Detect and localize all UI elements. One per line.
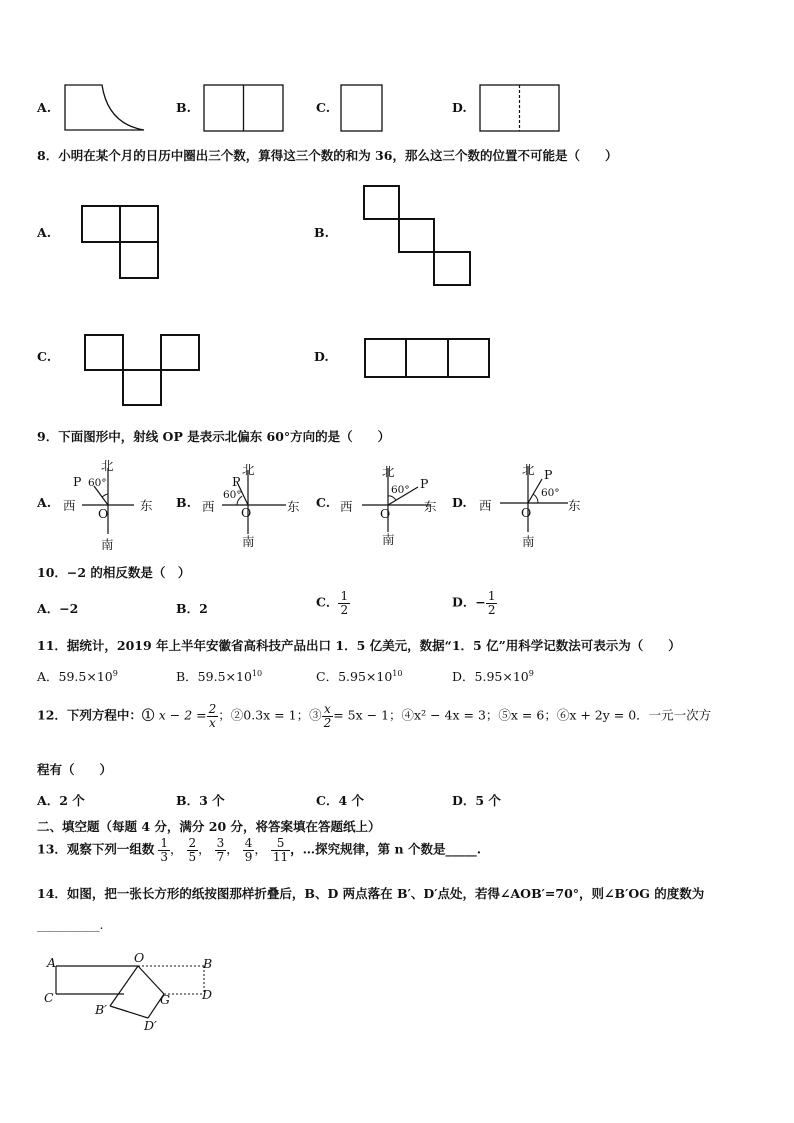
q13-stem: 13．观察下列一组数 $\frac{1}{3}$ ， $\frac{2}{5}$ ， $\frac{3}{7}$ ， $\frac{4}{9}$ ， $\frac{5}{11}$ ，…探究规律，第 n 个数是_____. [37, 836, 482, 864]
q7-option-a-label: A. [37, 100, 52, 115]
q8-option-d-label: D. [314, 349, 329, 364]
q12-stem-line2: 程有（ ） [37, 762, 113, 777]
q8-option-b-label: B. [314, 225, 329, 240]
q10-option-d: D．− $\frac{1}{2}$ [452, 589, 496, 617]
q8-option-b-figure [363, 185, 473, 287]
q12-stem-line1: 12．下列方程中：① x − 2 = $\frac{2}{x}$ ；②0.3x = 1；③ $\frac{x}{2}$ = 5x − 1；④x² − 4x = 3；⑤x = 6；⑥x + 2y = 0．一元一次方 [37, 702, 712, 730]
q12-option-b: B．3 个 [176, 793, 225, 808]
q11-stem: 11．据统计，2019 年上半年安徽省高科技产品出口 1．5 亿美元，数据“1．5 亿”用科学记数法可表示为（ ） [37, 638, 681, 653]
q11-option-b: B．$59.5\times 10^{10}$ [176, 668, 263, 684]
q7-option-d-figure [479, 84, 561, 132]
q7-option-b-label: B. [176, 100, 191, 115]
q11-option-c: C．$5.95\times 10^{10}$ [316, 668, 403, 684]
q9-option-c-label: C. [316, 495, 331, 510]
q12-option-c: C．4 个 [316, 793, 364, 808]
q10-option-a: A．−2 [37, 601, 79, 616]
q11-option-d: D．$5.95\times 10^9$ [452, 668, 534, 684]
q7-option-c-figure [340, 84, 384, 132]
q9-option-d-label: D. [452, 495, 467, 510]
q10-option-c: C． $\frac{1}{2}$ [316, 589, 349, 617]
q12-option-d: D．5 个 [452, 793, 501, 808]
q7-option-d-label: D. [452, 100, 467, 115]
q9-stem: 9．下面图形中，射线 OP 是表示北偏东 60°方向的是（ ） [37, 429, 391, 444]
q14-answer-blank[interactable]: __________. [37, 917, 104, 932]
section-heading: 二、填空题（每题 4 分，满分 20 分，将答案填在答题纸上） [37, 819, 381, 834]
q10-stem: 10．−2 的相反数是（ ） [37, 565, 191, 580]
q8-option-c-figure [84, 334, 202, 408]
q7-option-c-label: C. [316, 100, 331, 115]
q10-option-b: B．2 [176, 601, 208, 616]
q11-option-a: A．$59.5\times 10^9$ [37, 668, 118, 684]
q8-option-a-label: A. [37, 225, 52, 240]
q9-option-b-label: B. [176, 495, 191, 510]
q9-option-a-label: A. [37, 495, 52, 510]
q8-option-d-figure [364, 338, 492, 380]
q8-option-c-label: C. [37, 349, 52, 364]
q8-option-a-figure [81, 205, 161, 281]
q7-option-b-figure [203, 84, 285, 132]
q7-option-a-figure [64, 84, 148, 132]
q8-stem: 8．小明在某个月的日历中圈出三个数，算得这三个数的和为 36，那么这三个数的位置不可能是（ ） [37, 148, 618, 163]
q12-option-a: A．2 个 [37, 793, 85, 808]
q14-stem: 14．如图，把一张长方形的纸按图那样折叠后，B、D 两点落在 B′、D′点处，若得∠AOB′=70°，则∠B′OG 的度数为 [37, 886, 705, 901]
